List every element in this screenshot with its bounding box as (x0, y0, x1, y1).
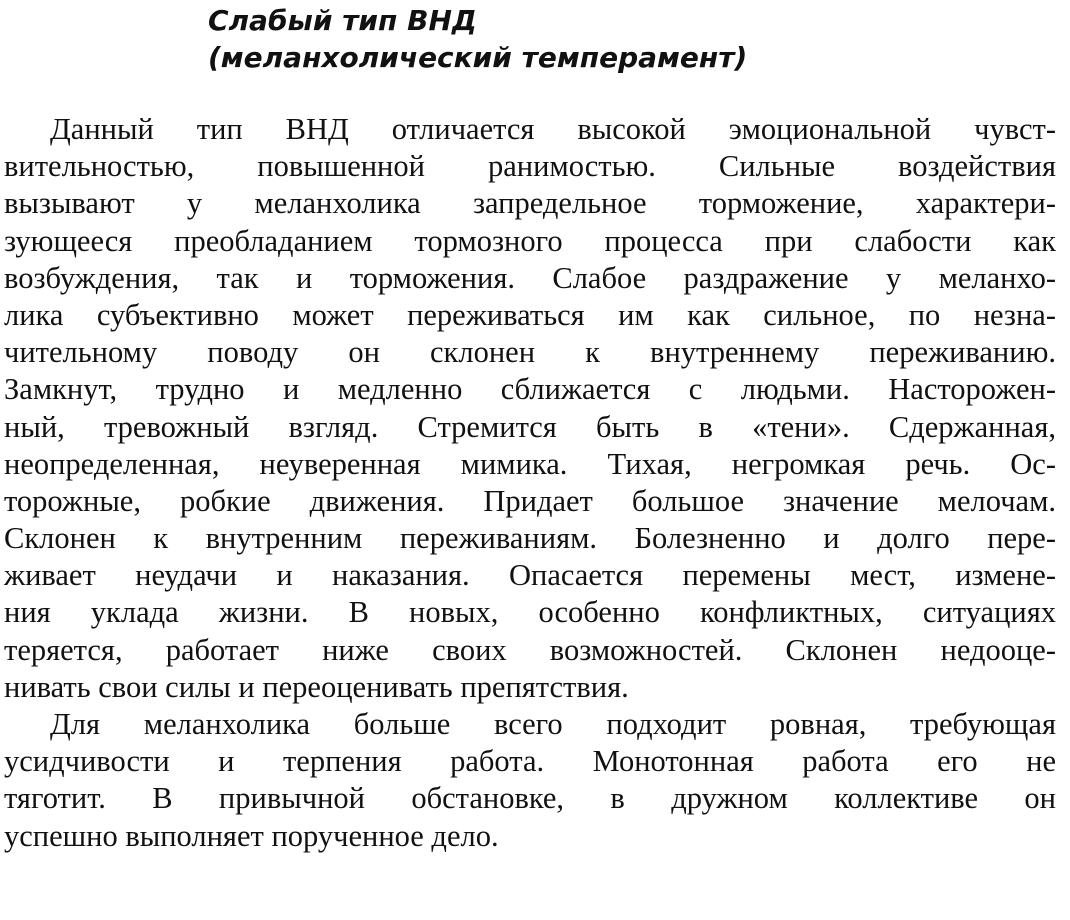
text-line: вызывают у меланхолика запредельное торможение, характери- (4, 186, 1056, 221)
body-text (4, 111, 1056, 855)
paragraph-1 (4, 111, 1056, 706)
text-line: зующееся преобладанием тормозного процесса при слабости как (4, 223, 1056, 258)
text-line: неопределенная, неуверенная мимика. Тихая, негромкая речь. Ос- (4, 446, 1056, 481)
text-line: Склонен к внутренним переживаниям. Болезненно и долго пере- (4, 521, 1056, 556)
section-heading (208, 2, 747, 76)
text-line: успешно выполняет порученное дело. (4, 818, 499, 853)
text-line: чительному поводу он склонен к внутреннему переживанию. (4, 335, 1056, 370)
text-line: Данный тип ВНД отличается высокой эмоциональной чувст- (50, 112, 1056, 146)
heading-line-1: Слабый тип ВНД (208, 4, 477, 37)
text-line: теряется, работает ниже своих возможностей. Склонен недооце- (4, 632, 1056, 667)
text-line: тяготит. В привычной обстановке, в дружном коллективе он (4, 781, 1056, 816)
text-line: Для меланхолика больше всего подходит ровная, требующая (50, 707, 1056, 741)
text-line: ный, тревожный взгляд. Стремится быть в «тени». Сдержанная, (4, 409, 1056, 444)
text-line: возбуждения, так и торможения. Слабое раздражение у меланхо- (4, 260, 1056, 295)
text-line: нивать свои силы и переоценивать препятствия. (4, 669, 629, 704)
text-line: усидчивости и терпения работа. Монотонная работа его не (4, 744, 1056, 779)
text-line: живает неудачи и наказания. Опасается перемены мест, измене- (4, 558, 1056, 593)
text-line: Замкнут, трудно и медленно сближается с людьми. Насторожен- (4, 372, 1056, 407)
paragraph-2 (4, 706, 1056, 855)
text-line: вительностью, повышенной ранимостью. Сильные воздействия (4, 149, 1056, 184)
text-line: ния уклада жизни. В новых, особенно конфликтных, ситуациях (4, 595, 1056, 630)
text-line: торожные, робкие движения. Придает большое значение мелочам. (4, 483, 1056, 518)
text-line: лика субъективно может переживаться им как сильное, по незна- (4, 297, 1056, 332)
heading-line-2: (меланхолический темперамент) (208, 41, 748, 74)
